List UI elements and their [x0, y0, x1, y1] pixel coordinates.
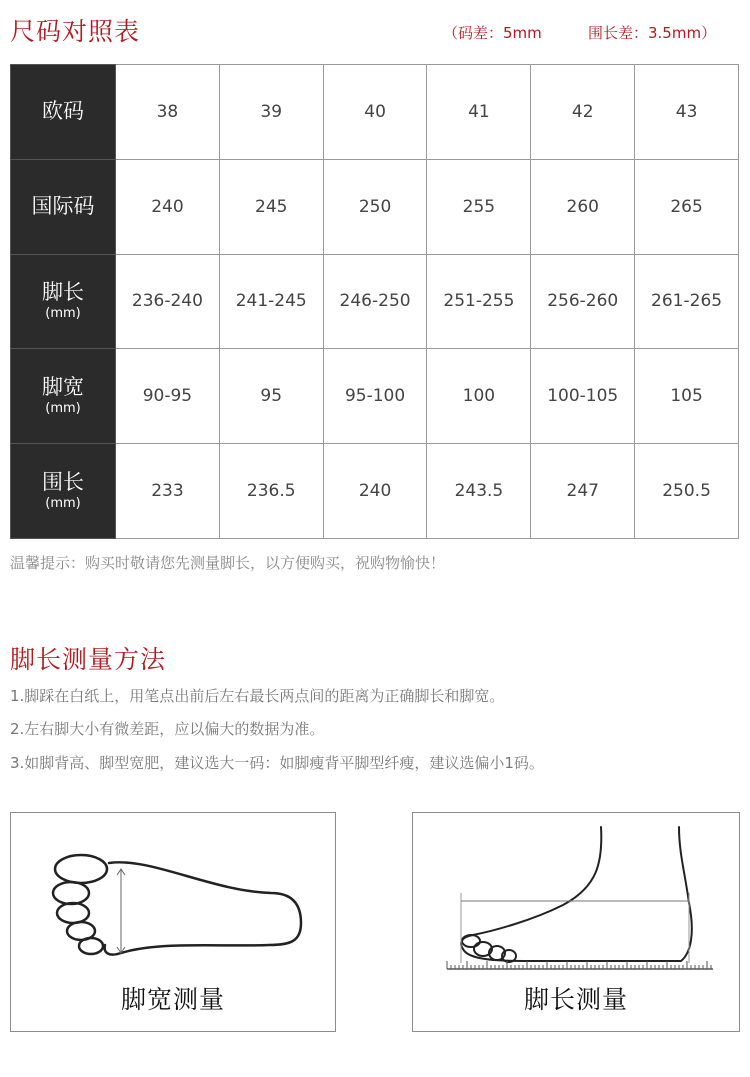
table-cell: 240 — [323, 444, 427, 539]
table-row — [11, 349, 739, 444]
method-step: 3.如脚背高、脚型宽肥，建议选大一码：如脚瘦背平脚型纤瘦，建议选偏小1码。 — [10, 754, 544, 772]
table-cell: 246-250 — [323, 254, 427, 349]
method-step: 2.左右脚大小有微差距，应以偏大的数据为准。 — [10, 720, 325, 738]
table-cell: 241-245 — [219, 254, 323, 349]
foot-width-caption: 脚宽测量 — [120, 985, 225, 1014]
table-cell: 250 — [323, 159, 427, 254]
table-cell: 236-240 — [116, 254, 220, 349]
table-cell: 43 — [635, 65, 739, 160]
measure-method-title: 脚长测量方法 — [10, 645, 167, 674]
row-label: 围长 — [42, 469, 84, 494]
table-cell: 95-100 — [323, 349, 427, 444]
row-label: 欧码 — [42, 99, 84, 124]
row-header — [11, 444, 116, 539]
foot-length-figure — [412, 812, 740, 1032]
foot-width-figure — [10, 812, 336, 1032]
table-cell: 243.5 — [427, 444, 531, 539]
table-cell: 233 — [116, 444, 220, 539]
row-header — [11, 159, 116, 254]
row-header — [11, 65, 116, 160]
table-row — [11, 254, 739, 349]
table-cell: 255 — [427, 159, 531, 254]
table-row — [11, 65, 739, 160]
table-cell: 247 — [531, 444, 635, 539]
table-cell: 40 — [323, 65, 427, 160]
table-cell: 265 — [635, 159, 739, 254]
table-cell: 38 — [116, 65, 220, 160]
table-cell: 100 — [427, 349, 531, 444]
table-cell: 39 — [219, 65, 323, 160]
size-table — [10, 64, 739, 539]
row-label: 国际码 — [31, 194, 95, 219]
girth-difference-note: 围长差：3.5mm） — [588, 24, 717, 42]
table-cell: 256-260 — [531, 254, 635, 349]
size-chart-title: 尺码对照表 — [10, 17, 141, 46]
table-cell: 251-255 — [427, 254, 531, 349]
row-unit: (mm) — [45, 495, 81, 511]
table-cell: 245 — [219, 159, 323, 254]
table-cell: 90-95 — [116, 349, 220, 444]
table-row — [11, 444, 739, 539]
table-row — [11, 159, 739, 254]
ruler-ticks — [447, 961, 711, 969]
warm-tip: 温馨提示：购买时敬请您先测量脚长，以方便购买，祝购物愉快！ — [10, 554, 446, 572]
size-difference-note: （码差：5mm — [443, 24, 542, 42]
table-cell: 105 — [635, 349, 739, 444]
row-label: 脚长 — [42, 279, 84, 304]
row-unit: (mm) — [45, 305, 81, 321]
table-cell: 41 — [427, 65, 531, 160]
table-cell: 250.5 — [635, 444, 739, 539]
row-header — [11, 349, 116, 444]
table-cell: 261-265 — [635, 254, 739, 349]
table-cell: 42 — [531, 65, 635, 160]
table-cell: 240 — [116, 159, 220, 254]
foot-side-illustration — [413, 813, 741, 978]
table-cell: 236.5 — [219, 444, 323, 539]
row-label: 脚宽 — [42, 374, 84, 399]
foot-length-caption: 脚长测量 — [523, 985, 628, 1014]
method-step: 1.脚踩在白纸上，用笔点出前后左右最长两点间的距离为正确脚长和脚宽。 — [10, 687, 505, 705]
row-header — [11, 254, 116, 349]
foot-sole-illustration — [11, 813, 337, 973]
table-cell: 95 — [219, 349, 323, 444]
table-cell: 100-105 — [531, 349, 635, 444]
table-cell: 260 — [531, 159, 635, 254]
row-unit: (mm) — [45, 400, 81, 416]
